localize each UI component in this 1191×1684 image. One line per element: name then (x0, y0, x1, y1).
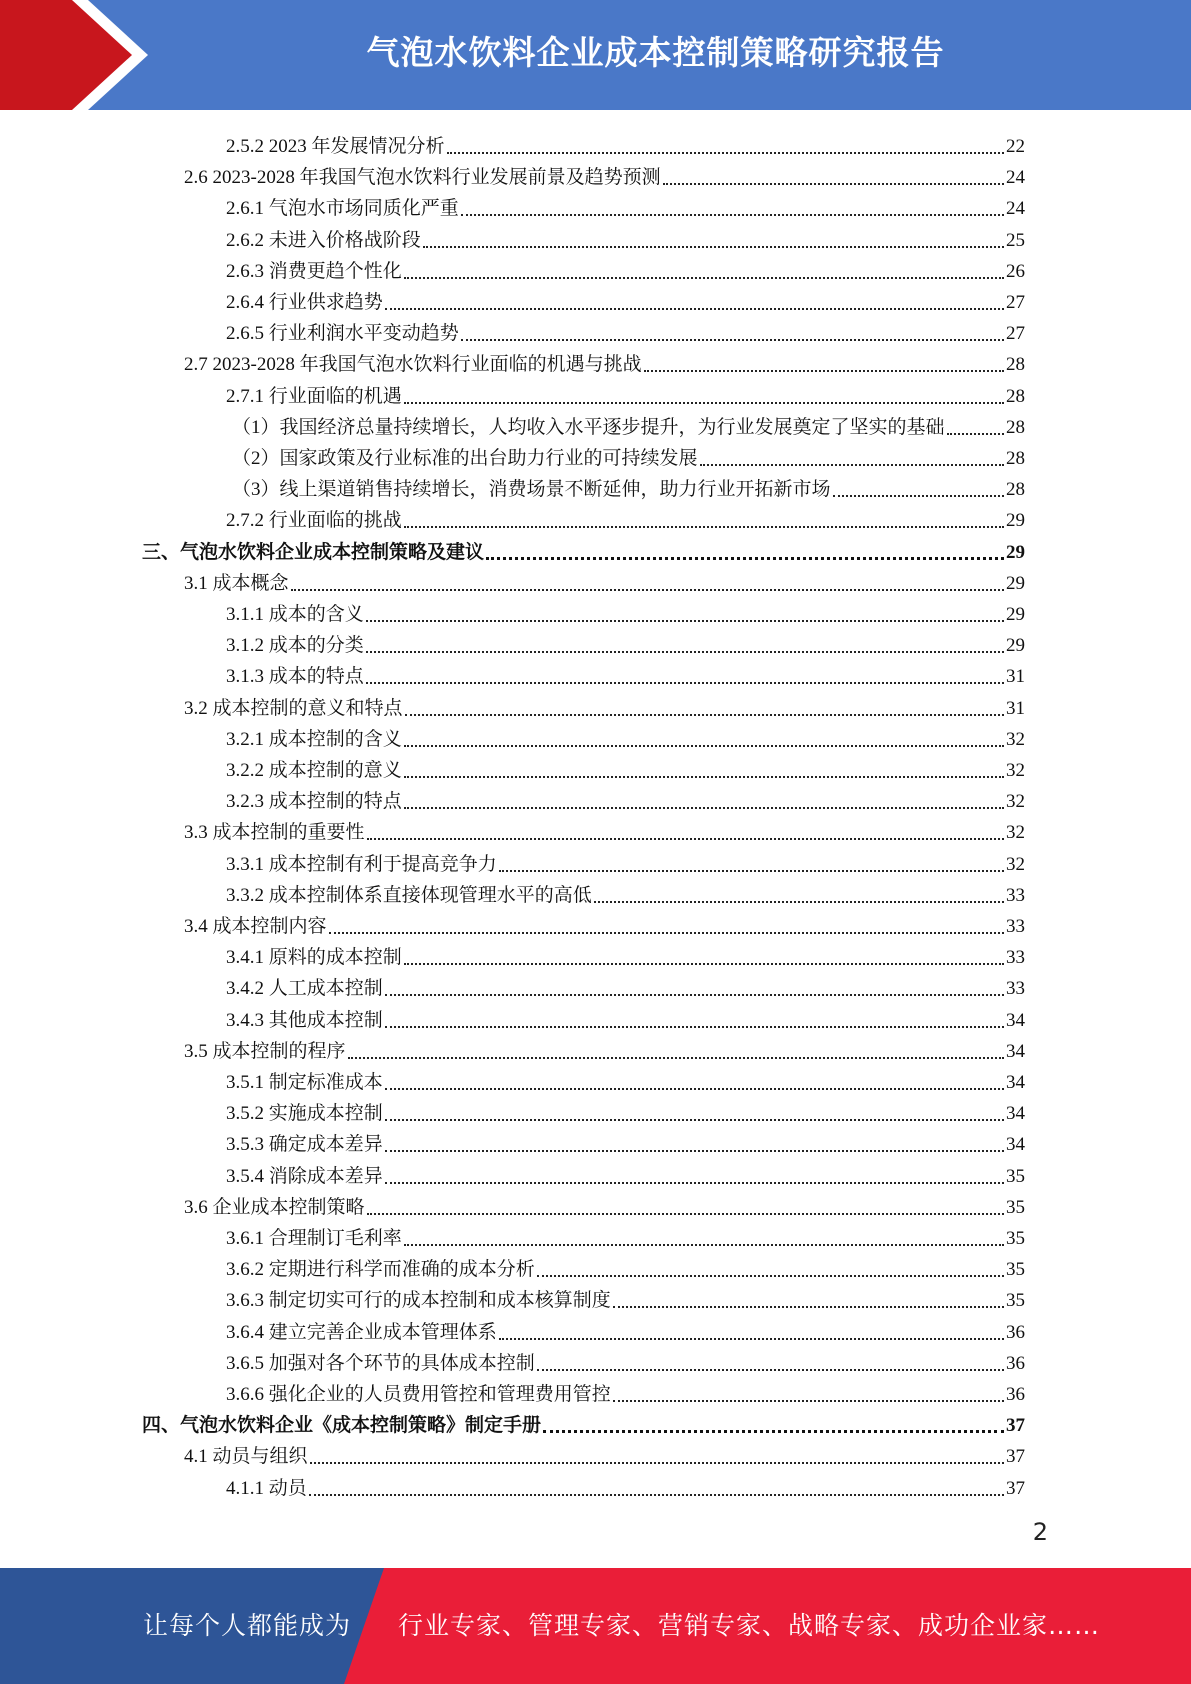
toc-dot-leader (310, 1462, 1004, 1464)
toc-entry-label: 2.6.5 行业利润水平变动趋势 (226, 323, 459, 345)
toc-entry-label: 3.4.3 其他成本控制 (226, 1009, 383, 1031)
toc-entry-page: 34 (1006, 1072, 1025, 1093)
toc-dot-leader (461, 339, 1004, 341)
toc-dot-leader (366, 682, 1004, 684)
toc-entry[interactable] (226, 1313, 1025, 1344)
toc-entry[interactable] (226, 1063, 1025, 1094)
toc-entry-page: 29 (1006, 541, 1025, 563)
toc-dot-leader (404, 807, 1004, 809)
toc-entry[interactable] (226, 377, 1025, 408)
toc-entry-label: 3.5.3 确定成本差异 (226, 1134, 383, 1156)
toc-entry-page: 28 (1006, 479, 1025, 501)
toc-entry[interactable] (226, 845, 1025, 876)
toc-entry-label: 3.2.1 成本控制的含义 (226, 728, 402, 750)
toc-entry[interactable] (232, 408, 1025, 439)
toc-entry-label: 2.6 2023-2028 年我国气泡水饮料行业发展前景及趋势预测 (184, 167, 661, 189)
toc-dot-leader (404, 745, 1004, 747)
toc-entry[interactable] (226, 1250, 1025, 1281)
toc-entry-page: 36 (1006, 1352, 1025, 1374)
toc-entry[interactable] (226, 189, 1025, 220)
toc-entry[interactable] (232, 470, 1025, 501)
toc-entry-page: 32 (1006, 853, 1025, 875)
toc-entry-page: 33 (1006, 978, 1025, 1000)
toc-entry-label: 2.6.3 消费更趋个性化 (226, 260, 402, 282)
toc-entry-label: 4.1.1 动员 (226, 1477, 307, 1499)
toc-entry-label: 3.5.1 制定标准成本 (226, 1072, 383, 1093)
toc-entry-page: 37 (1006, 1446, 1025, 1468)
toc-entry-page: 34 (1006, 1040, 1025, 1062)
toc-entry-page: 28 (1006, 416, 1025, 438)
toc-entry-page: 34 (1006, 1009, 1025, 1031)
toc-dot-leader (367, 1213, 1004, 1215)
toc-entry-label: 3.2.3 成本控制的特点 (226, 791, 402, 813)
toc-dot-leader (309, 1494, 1004, 1496)
toc-entry-label: 4.1 动员与组织 (184, 1446, 308, 1468)
toc-entry-label: 3.6.2 定期进行科学而准确的成本分析 (226, 1259, 535, 1281)
toc-entry-page: 35 (1006, 1259, 1025, 1281)
toc-entry-page: 32 (1006, 822, 1025, 844)
toc-dot-leader (594, 901, 1004, 903)
report-title: 气泡水饮料企业成本控制策略研究报告 (366, 33, 945, 72)
toc-entry[interactable] (226, 127, 1025, 158)
toc-dot-leader (404, 277, 1004, 279)
toc-entry-label: 3.4.1 原料的成本控制 (226, 947, 402, 969)
toc-entry[interactable] (226, 283, 1025, 314)
toc-entry-page: 32 (1006, 760, 1025, 781)
toc-entry[interactable] (184, 158, 1025, 189)
toc-entry-label: 3.5 成本控制的程序 (184, 1040, 346, 1062)
toc-entry-page: 29 (1006, 510, 1025, 532)
toc-dot-leader (366, 620, 1004, 622)
toc-entry-label: 3.6.3 制定切实可行的成本控制和成本核算制度 (226, 1290, 611, 1312)
toc-entry-label: 3.5.4 消除成本差异 (226, 1165, 383, 1187)
toc-entry-page: 28 (1006, 448, 1025, 469)
footer-slogan-left: 让每个人都能成为 (143, 1611, 352, 1640)
toc-entry[interactable] (226, 501, 1025, 532)
toc-dot-leader (423, 246, 1004, 248)
toc-entry-label: 3.4.2 人工成本控制 (226, 978, 383, 1000)
toc-entry[interactable] (184, 1437, 1025, 1468)
toc-entry-label: 3.2 成本控制的意义和特点 (184, 697, 403, 719)
toc-dot-leader (404, 963, 1004, 965)
toc-dot-leader (404, 526, 1004, 528)
toc-entry[interactable] (226, 314, 1025, 345)
toc-dot-leader (613, 1400, 1004, 1402)
toc-dot-leader (405, 714, 1004, 716)
toc-entry[interactable] (226, 720, 1025, 751)
toc-dot-leader (663, 183, 1004, 185)
toc-entry-label: 3.1.1 成本的含义 (226, 604, 364, 625)
toc-entry-page: 27 (1006, 292, 1025, 313)
toc-entry-label: 3.1.3 成本的特点 (226, 666, 364, 688)
toc-entry[interactable] (142, 533, 1025, 564)
toc-dot-leader (543, 1430, 1004, 1433)
toc-entry[interactable] (226, 1375, 1025, 1406)
toc-dot-leader (486, 557, 1004, 560)
toc-entry-page: 37 (1006, 1477, 1025, 1499)
toc-entry-label: （1）我国经济总量持续增长，人均收入水平逐步提升，为行业发展奠定了坚实的基础 (232, 416, 945, 438)
toc-dot-leader (404, 1244, 1004, 1246)
toc-entry-page: 24 (1006, 167, 1025, 189)
toc-entry-page: 22 (1006, 136, 1025, 157)
toc-entry-page: 28 (1006, 385, 1025, 407)
toc-entry[interactable] (226, 1344, 1025, 1375)
toc-entry-page: 25 (1006, 229, 1025, 251)
toc-entry-page: 36 (1006, 1384, 1025, 1405)
toc-dot-leader (367, 838, 1004, 840)
toc-entry-label: （2）国家政策及行业标准的出台助力行业的可持续发展 (232, 448, 698, 469)
toc-dot-leader (385, 1026, 1004, 1028)
toc-entry-page: 29 (1006, 572, 1025, 594)
toc-dot-leader (700, 464, 1004, 466)
toc-entry-page: 29 (1006, 635, 1025, 657)
toc-entry-label: 3.3.1 成本控制有利于提高竞争力 (226, 853, 497, 875)
toc-entry-label: 2.7.1 行业面临的机遇 (226, 385, 402, 407)
toc-entry[interactable] (184, 345, 1025, 376)
toc-entry[interactable] (184, 1032, 1025, 1063)
toc-dot-leader (385, 1119, 1004, 1121)
toc-entry-label: 3.4 成本控制内容 (184, 916, 327, 937)
toc-entry-label: 3.6.6 强化企业的人员费用管控和管理费用管控 (226, 1384, 611, 1405)
toc-entry-label: 2.6.1 气泡水市场同质化严重 (226, 198, 459, 220)
toc-entry-label: 2.5.2 2023 年发展情况分析 (226, 136, 445, 157)
toc-entry-page: 37 (1006, 1415, 1025, 1437)
toc-entry[interactable] (142, 1406, 1025, 1437)
toc-entry[interactable] (226, 1001, 1025, 1032)
toc-entry[interactable] (226, 626, 1025, 657)
toc-entry-page: 24 (1006, 198, 1025, 220)
page-number: 2 (1032, 1518, 1048, 1546)
toc-entry-page: 36 (1006, 1321, 1025, 1343)
toc-entry-page: 32 (1006, 728, 1025, 750)
toc-dot-leader (329, 932, 1004, 934)
page-header (0, 0, 1191, 110)
toc-entry[interactable] (226, 938, 1025, 969)
toc-entry-label: 2.6.4 行业供求趋势 (226, 292, 383, 313)
toc-entry-page: 35 (1006, 1165, 1025, 1187)
toc-dot-leader (385, 1088, 1004, 1090)
footer-slogan-right: 行业专家、管理专家、营销专家、战略专家、成功企业家…… (398, 1611, 1101, 1640)
toc-dot-leader (833, 495, 1004, 497)
toc-entry[interactable] (226, 1094, 1025, 1125)
toc-entry-label: 3.6.5 加强对各个环节的具体成本控制 (226, 1352, 535, 1374)
toc-entry[interactable] (184, 813, 1025, 844)
toc-entry-label: （3）线上渠道销售持续增长，消费场景不断延伸，助力行业开拓新市场 (232, 479, 831, 501)
toc-entry-label: 2.6.2 未进入价格战阶段 (226, 229, 421, 251)
toc-dot-leader (499, 870, 1004, 872)
toc-entry-page: 32 (1006, 791, 1025, 813)
toc-entry-page: 31 (1006, 697, 1025, 719)
toc-dot-leader (499, 1338, 1004, 1340)
toc-entry[interactable] (226, 1157, 1025, 1188)
toc-entry-label: 三、气泡水饮料企业成本控制策略及建议 (142, 541, 485, 563)
toc-entry[interactable] (226, 1281, 1025, 1312)
toc-entry[interactable] (226, 1469, 1025, 1500)
toc-dot-leader (385, 1182, 1004, 1184)
toc-entry[interactable] (226, 252, 1025, 283)
toc-entry-label: 3.3 成本控制的重要性 (184, 822, 365, 844)
toc-dot-leader (644, 370, 1004, 372)
toc-entry[interactable] (226, 221, 1025, 252)
toc-entry[interactable] (184, 689, 1025, 720)
toc-entry-label: 3.6.4 建立完善企业成本管理体系 (226, 1321, 497, 1343)
toc-entry-page: 28 (1006, 354, 1025, 376)
toc-dot-leader (404, 776, 1004, 778)
toc-entry[interactable] (232, 439, 1025, 470)
toc-entry[interactable] (184, 907, 1025, 938)
toc-dot-leader (366, 651, 1004, 653)
toc-dot-leader (291, 589, 1004, 591)
toc-entry[interactable] (226, 657, 1025, 688)
toc-entry-page: 33 (1006, 916, 1025, 937)
toc-entry[interactable] (226, 969, 1025, 1000)
toc-entry[interactable] (184, 564, 1025, 595)
toc-dot-leader (385, 1150, 1004, 1152)
toc-dot-leader (385, 308, 1004, 310)
toc-dot-leader (348, 1057, 1004, 1059)
toc-dot-leader (447, 152, 1004, 154)
toc-dot-leader (537, 1369, 1004, 1371)
toc-dot-leader (947, 433, 1004, 435)
toc-entry[interactable] (226, 876, 1025, 907)
toc-entry-page: 26 (1006, 260, 1025, 282)
toc-entry[interactable] (184, 1188, 1025, 1219)
toc-entry-label: 3.6.1 合理制订毛利率 (226, 1228, 402, 1249)
toc-entry-label: 四、气泡水饮料企业《成本控制策略》制定手册 (142, 1415, 542, 1437)
toc-entry-page: 27 (1006, 323, 1025, 345)
toc-entry[interactable] (226, 751, 1025, 782)
toc-entry-page: 34 (1006, 1134, 1025, 1156)
toc-dot-leader (461, 214, 1004, 216)
toc-entry-label: 2.7 2023-2028 年我国气泡水饮料行业面临的机遇与挑战 (184, 354, 642, 376)
toc-entry-label: 3.1 成本概念 (184, 572, 289, 594)
toc-dot-leader (613, 1306, 1004, 1308)
toc-entry-page: 31 (1006, 666, 1025, 688)
toc-dot-leader (404, 402, 1004, 404)
toc-dot-leader (537, 1275, 1004, 1277)
toc-entry-label: 2.7.2 行业面临的挑战 (226, 510, 402, 532)
toc-entry-page: 35 (1006, 1196, 1025, 1218)
toc-entry[interactable] (226, 595, 1025, 626)
page-footer (0, 1568, 1191, 1684)
toc-entry-page: 29 (1006, 604, 1025, 625)
toc-entry-label: 3.6 企业成本控制策略 (184, 1196, 365, 1218)
toc-entry[interactable] (226, 1219, 1025, 1250)
toc-entry-page: 35 (1006, 1228, 1025, 1249)
toc-entry[interactable] (226, 1125, 1025, 1156)
toc-entry-page: 33 (1006, 947, 1025, 969)
toc-entry[interactable] (226, 782, 1025, 813)
toc-entry-label: 3.5.2 实施成本控制 (226, 1103, 383, 1125)
toc-entry-page: 34 (1006, 1103, 1025, 1125)
toc-dot-leader (385, 994, 1004, 996)
toc-entry-label: 3.1.2 成本的分类 (226, 635, 364, 657)
toc-entry-label: 3.2.2 成本控制的意义 (226, 760, 402, 781)
toc-entry-page: 35 (1006, 1290, 1025, 1312)
toc-entry-label: 3.3.2 成本控制体系直接体现管理水平的高低 (226, 884, 592, 906)
toc-entry-page: 33 (1006, 884, 1025, 906)
